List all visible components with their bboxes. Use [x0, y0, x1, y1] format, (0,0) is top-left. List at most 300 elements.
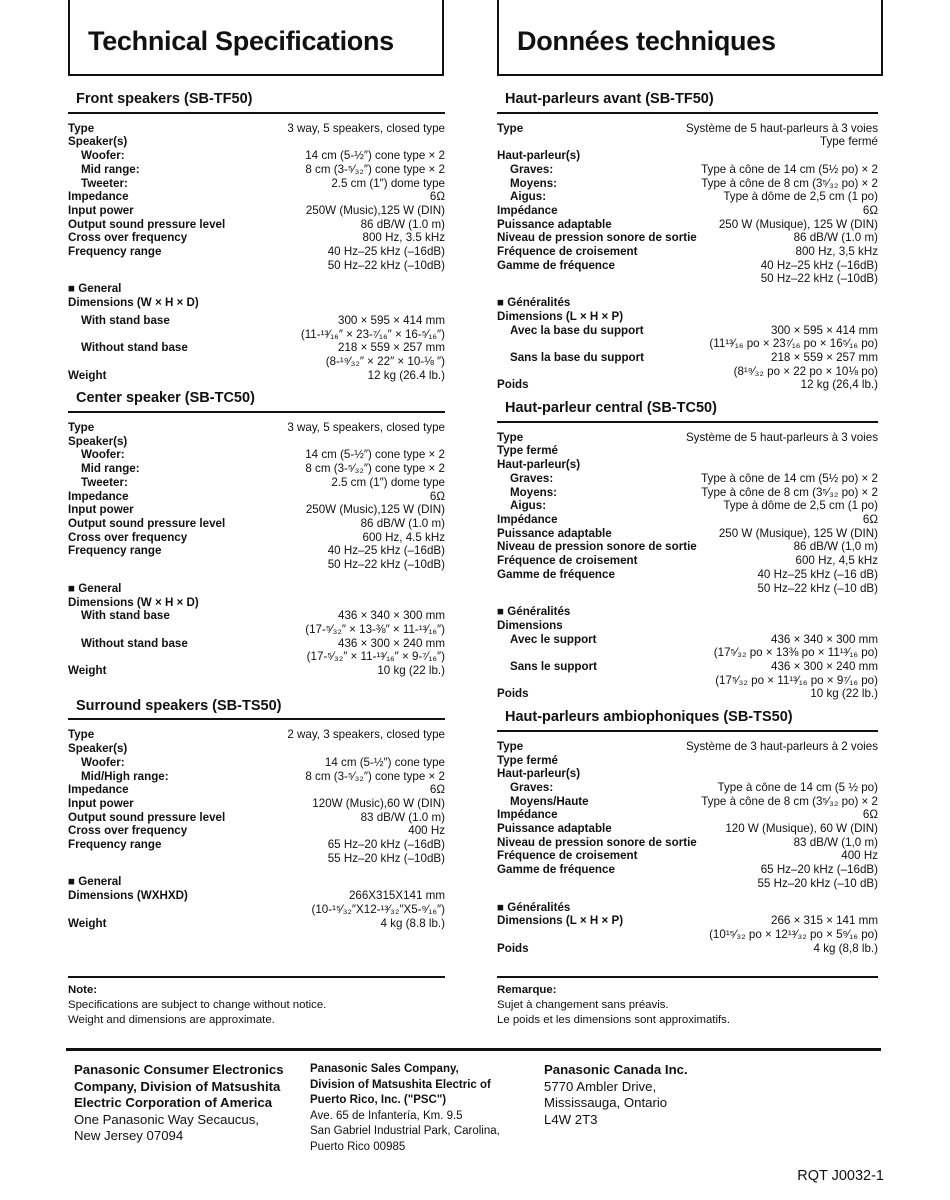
spec-row: [497, 849, 878, 863]
spec-value: (11-¹³⁄₁₆″ × 23-⁷⁄₁₆″ × 16-⁵⁄₁₆″): [300, 327, 445, 341]
spec-row: [68, 811, 445, 825]
spec-value: 40 Hz–25 kHz (–16dB): [327, 544, 445, 558]
spec-row: [68, 756, 445, 770]
spec-row: [68, 355, 445, 369]
spec-row: [68, 838, 445, 852]
spec-row: [68, 637, 445, 651]
company-name-line: Puerto Rico, Inc. ("PSC"): [310, 1094, 447, 1106]
spec-value: 250W (Music),125 W (DIN): [305, 203, 445, 217]
spec-label: Output sound pressure level: [68, 217, 226, 231]
spec-row: [497, 163, 878, 177]
spec-value: 436 × 300 × 240 mm: [771, 660, 878, 674]
spec-row: [68, 245, 445, 259]
company-name-line: Company, Division of Matsushita: [74, 1078, 281, 1094]
spec-value: 6Ω: [429, 190, 445, 204]
spec-row: [68, 517, 445, 531]
spec-row: [497, 767, 878, 781]
footer-rule: [66, 1048, 881, 1051]
document-code: RQT J0032-1: [797, 1168, 884, 1184]
spec-row: [68, 177, 445, 191]
spec-value: 14 cm (5-½″) cone type × 2: [305, 448, 445, 462]
spec-value: 14 cm (5-½″) cone type: [324, 755, 445, 769]
spec-value: 266 × 315 × 141 mm: [771, 914, 878, 928]
spec-label: Frequency range: [68, 544, 162, 558]
spec-label: Graves:: [510, 162, 554, 176]
address-panasonic-canada: [544, 1062, 744, 1128]
spec-row: [497, 310, 878, 324]
spec-row: [68, 476, 445, 490]
section-title: Haut-parleur central (SB-TC50): [497, 402, 878, 423]
spec-row: [497, 472, 878, 486]
section-title: Surround speakers (SB-TS50): [68, 700, 445, 721]
spec-label: Aigus:: [510, 499, 547, 513]
spec-label: Niveau de pression sonore de sortie: [497, 835, 697, 849]
spec-label: Fréquence de croisement: [497, 554, 638, 568]
spec-value: 250W (Music),125 W (DIN): [305, 503, 445, 517]
spec-row: [497, 444, 878, 458]
address-line: Puerto Rico 00985: [310, 1140, 406, 1153]
spec-group-header: [497, 605, 878, 619]
front-speaker-section: [497, 93, 878, 392]
spec-value: 86 dB/W (1.0 m): [360, 516, 445, 530]
spec-value: 436 × 340 × 300 mm: [771, 632, 878, 646]
spec-label: Cross over frequency: [68, 824, 188, 838]
center-speaker-section: [497, 402, 878, 701]
spec-label: Input power: [68, 203, 134, 217]
spec-value: 266X315X141 mm: [348, 889, 445, 903]
spec-label: Poids: [497, 687, 529, 701]
spec-label: Haut-parleur(s): [497, 149, 581, 163]
spec-row: [68, 204, 445, 218]
spec-label: Moyens/Haute: [510, 794, 589, 808]
spec-group-header: [68, 875, 445, 889]
spec-label: Speaker(s): [68, 434, 128, 448]
spec-label: Dimensions: [497, 618, 563, 632]
spec-row: [68, 296, 445, 310]
spec-label: Dimensions (WXHXD): [68, 889, 188, 903]
spec-row: [68, 190, 445, 204]
spec-value: (17⁵⁄₃₂ po × 13⅜ po × 11¹³⁄₁₆ po): [713, 646, 878, 660]
spec-label: Weight: [68, 368, 107, 382]
spec-label: Dimensions (W × H × D): [68, 296, 199, 310]
spec-value: 6Ω: [429, 783, 445, 797]
spec-row: [497, 942, 878, 956]
spec-value: 436 × 300 × 240 mm: [338, 636, 445, 650]
spec-label: Fréquence de croisement: [497, 849, 638, 863]
spec-row: [497, 836, 878, 850]
spec-value: 40 Hz–25 kHz (–16dB): [327, 245, 445, 259]
address-panasonic-america: [74, 1062, 309, 1145]
section-title: Haut-parleurs avant (SB-TF50): [497, 93, 878, 114]
section-title: Haut-parleurs ambiophoniques (SB-TS50): [497, 711, 878, 732]
french-page-title: Données techniques: [517, 26, 776, 56]
spec-row: [68, 650, 445, 664]
spec-value: 2 way, 3 speakers, closed type: [287, 728, 445, 742]
spec-value: 400 Hz: [841, 849, 878, 863]
spec-label: Tweeter:: [81, 475, 128, 489]
spec-row: [497, 822, 878, 836]
spec-row: [497, 660, 878, 674]
spec-row: [68, 341, 445, 355]
spec-label: Niveau de pression sonore de sortie: [497, 231, 697, 245]
spec-value: 436 × 340 × 300 mm: [338, 609, 445, 623]
spec-value: 40 Hz–25 kHz (–16dB): [760, 258, 878, 272]
address-line: San Gabriel Industrial Park, Carolina,: [310, 1125, 500, 1137]
spec-label: ■ General: [68, 282, 122, 296]
spec-label: Impédance: [497, 808, 558, 822]
address-line: L4W 2T3: [544, 1111, 598, 1127]
spec-value: 800 Hz, 3,5 kHz: [795, 245, 878, 259]
english-column: [68, 93, 445, 1028]
spec-value: 250 W (Musique), 125 W (DIN): [718, 217, 878, 231]
address-line: Mississauga, Ontario: [544, 1095, 668, 1110]
spec-row: [68, 218, 445, 232]
spec-value: 86 dB/W (1.0 m): [793, 231, 878, 245]
spec-label: With stand base: [81, 609, 170, 623]
spec-label: Type: [68, 728, 95, 742]
spec-row: [497, 122, 878, 136]
spec-label: Type: [68, 121, 95, 135]
spec-label: Haut-parleur(s): [497, 767, 581, 781]
note-title: Note:: [68, 984, 98, 997]
spec-row: [497, 177, 878, 191]
spec-row: [497, 914, 878, 928]
spec-label: Impedance: [68, 489, 129, 503]
spec-label: ■ General: [68, 581, 122, 595]
spec-value: 2.5 cm (1″) dome type: [331, 475, 445, 489]
spec-label: Input power: [68, 503, 134, 517]
spec-value: 4 kg (8.8 lb.): [380, 916, 445, 930]
spec-value: Type à cône de 14 cm (5 ½ po): [717, 780, 878, 794]
spec-label: Avec le support: [510, 632, 597, 646]
spec-value: Type à cône de 8 cm (3⁵⁄₃₂ po) × 2: [701, 794, 878, 808]
spec-value: 4 kg (8,8 lb.): [813, 941, 878, 955]
spec-label: ■ Généralités: [497, 296, 571, 310]
spec-label: Type: [497, 739, 524, 753]
spec-row: [497, 135, 878, 149]
spec-value: Type à cône de 14 cm (5½ po) × 2: [701, 471, 878, 485]
spec-value: 6Ω: [429, 489, 445, 503]
spec-row: [68, 421, 445, 435]
spec-value: Système de 3 haut-parleurs à 2 voies: [685, 739, 878, 753]
spec-row: [68, 149, 445, 163]
spec-value: 300 × 595 × 414 mm: [338, 313, 445, 327]
spec-row: [497, 204, 878, 218]
spec-label: Sans la base du support: [510, 350, 645, 364]
spec-label: Type fermé: [497, 444, 558, 458]
english-page-title: Technical Specifications: [88, 26, 394, 56]
french-column: [497, 93, 878, 1028]
spec-row: [68, 728, 445, 742]
spec-value: 8 cm (3-⁵⁄₃₂″) cone type × 2: [305, 162, 445, 176]
spec-label: ■ Généralités: [497, 605, 571, 619]
spec-label: Cross over frequency: [68, 530, 188, 544]
section-title: Center speaker (SB-TC50): [68, 392, 445, 413]
spec-value: 600 Hz, 4,5 kHz: [795, 554, 878, 568]
spec-value: 12 kg (26,4 lb.): [800, 378, 878, 392]
spec-label: Cross over frequency: [68, 231, 188, 245]
note-block: [68, 976, 445, 1028]
spec-label: Impedance: [68, 783, 129, 797]
spec-label: Moyens:: [510, 176, 558, 190]
spec-label: Woofer:: [81, 149, 125, 163]
spec-row: [68, 783, 445, 797]
address-line: Ave. 65 de Infantería, Km. 9.5: [310, 1109, 463, 1122]
spec-label: Impédance: [497, 203, 558, 217]
note-line: Sujet à changement sans préavis.: [497, 999, 669, 1012]
spec-label: Fréquence de croisement: [497, 245, 638, 259]
spec-label: Speaker(s): [68, 742, 128, 756]
spec-value: Type fermé: [820, 135, 878, 149]
spec-label: Input power: [68, 796, 134, 810]
spec-value: (17⁵⁄₃₂ po × 11¹³⁄₁₆ po × 9⁷⁄₁₆ po): [715, 673, 878, 687]
spec-row: [68, 503, 445, 517]
spec-row: [68, 135, 445, 149]
spec-row: [497, 245, 878, 259]
spec-value: (11¹³⁄₁₆ po × 23⁷⁄₁₆ po × 16⁵⁄₁₆ po): [709, 337, 878, 351]
spec-value: 2.5 cm (1″) dome type: [331, 176, 445, 190]
spec-row: [497, 928, 878, 942]
spec-value: 12 kg (26.4 lb.): [367, 368, 445, 382]
spec-value: 83 dB/W (1,0 m): [793, 835, 878, 849]
spec-row: [68, 544, 445, 558]
spec-row: [497, 540, 878, 554]
spec-row: [497, 259, 878, 273]
spec-row: [68, 462, 445, 476]
spec-label: Without stand base: [81, 636, 188, 650]
spec-row: [497, 877, 878, 891]
spec-label: Type: [497, 430, 524, 444]
spec-row: [68, 435, 445, 449]
spec-value: 14 cm (5-½″) cone type × 2: [305, 149, 445, 163]
spec-value: 6Ω: [862, 808, 878, 822]
company-name-line: Panasonic Canada Inc.: [544, 1062, 688, 1077]
surround-speaker-section: [68, 697, 445, 931]
spec-row: [68, 824, 445, 838]
spec-row: [497, 619, 878, 633]
spec-row: [68, 163, 445, 177]
spec-value: 83 dB/W (1.0 m): [360, 810, 445, 824]
spec-value: (10-¹⁵⁄₃₂″X12-¹³⁄₃₂″X5-⁹⁄₁₆″): [311, 902, 445, 916]
company-name-line: Panasonic Sales Company,: [310, 1063, 459, 1075]
spec-value: 300 × 595 × 414 mm: [771, 323, 878, 337]
spec-value: Type à dôme de 2,5 cm (1 po): [723, 190, 878, 204]
spec-group-header: [68, 582, 445, 596]
address-line: One Panasonic Way Secaucus,: [74, 1111, 259, 1127]
spec-row: [497, 674, 878, 688]
spec-label: ■ Généralités: [497, 900, 571, 914]
spec-row: [497, 324, 878, 338]
english-title-banner: [68, 0, 444, 76]
note-line: Specifications are subject to change without notice.: [68, 999, 327, 1012]
spec-label: Dimensions (L × H × P): [497, 309, 624, 323]
spec-value: 250 W (Musique), 125 W (DIN): [718, 526, 878, 540]
spec-row: [497, 378, 878, 392]
spec-label: Woofer:: [81, 448, 125, 462]
spec-label: Mid range:: [81, 462, 140, 476]
spec-row: [497, 190, 878, 204]
spec-label: Dimensions (L × H × P): [497, 914, 624, 928]
spec-row: [68, 609, 445, 623]
spec-value: 218 × 559 × 257 mm: [338, 341, 445, 355]
spec-value: 800 Hz, 3.5 kHz: [362, 231, 445, 245]
spec-label: Poids: [497, 378, 529, 392]
spec-row: [68, 903, 445, 917]
spec-row: [497, 149, 878, 163]
spec-value: 3 way, 5 speakers, closed type: [287, 121, 445, 135]
spec-row: [68, 490, 445, 504]
spec-label: Without stand base: [81, 341, 188, 355]
spec-row: [497, 365, 878, 379]
spec-label: Avec la base du support: [510, 323, 644, 337]
spec-label: Woofer:: [81, 755, 125, 769]
spec-value: 50 Hz–22 kHz (–10dB): [327, 558, 445, 572]
spec-label: Speaker(s): [68, 135, 128, 149]
spec-row: [497, 554, 878, 568]
spec-value: 8 cm (3-⁵⁄₃₂″) cone type × 2: [305, 769, 445, 783]
spec-row: [497, 754, 878, 768]
spec-row: [68, 231, 445, 245]
spec-value: 6Ω: [862, 203, 878, 217]
spec-group-header: [497, 901, 878, 915]
spec-row: [497, 863, 878, 877]
spec-label: ■ General: [68, 875, 122, 889]
company-name-line: Division of Matsushita Electric of: [310, 1078, 491, 1091]
spec-value: 40 Hz–25 kHz (–16 dB): [757, 567, 878, 581]
spec-row: [68, 314, 445, 328]
spec-row: [68, 596, 445, 610]
front-speaker-section: [68, 93, 445, 382]
spec-value: Type à dôme de 2,5 cm (1 po): [723, 499, 878, 513]
spec-value: 50 Hz–22 kHz (–10dB): [760, 272, 878, 286]
spec-value: 600 Hz, 4.5 kHz: [362, 530, 445, 544]
spec-label: Type: [68, 421, 95, 435]
spec-label: With stand base: [81, 313, 170, 327]
spec-row: [68, 770, 445, 784]
spec-row: [497, 808, 878, 822]
company-name-line: Panasonic Consumer Electronics: [74, 1062, 284, 1077]
spec-value: 400 Hz: [408, 824, 445, 838]
company-name-line: Electric Corporation of America: [74, 1095, 273, 1110]
spec-value: (17-⁵⁄₃₂″ × 13-⅜″ × 11-¹³⁄₁₆″): [305, 622, 445, 636]
spec-label: Type: [497, 121, 524, 135]
spec-label: Sans le support: [510, 660, 597, 674]
spec-row: [68, 889, 445, 903]
spec-value: 86 dB/W (1,0 m): [793, 540, 878, 554]
address-panasonic-puerto-rico: [310, 1062, 538, 1155]
spec-value: 50 Hz–22 kHz (–10dB): [327, 258, 445, 272]
spec-value: (10¹⁵⁄₃₂ po × 12¹³⁄₃₂ po × 5⁹⁄₁₆ po): [709, 927, 878, 941]
spec-value: (17-⁵⁄₃₂″ × 11-¹³⁄₁₆″ × 9-⁷⁄₁₆″): [306, 650, 445, 664]
spec-group-header: [68, 282, 445, 296]
spec-value: 65 Hz–20 kHz (–16dB): [760, 863, 878, 877]
spec-row: [497, 527, 878, 541]
spec-label: Dimensions (W × H × D): [68, 595, 199, 609]
section-title: Front speakers (SB-TF50): [68, 93, 445, 114]
spec-value: (8-¹⁹⁄₃₂″ × 22″ × 10-⅛ ″): [325, 354, 445, 368]
spec-label: Graves:: [510, 780, 554, 794]
address-line: New Jersey 07094: [74, 1128, 184, 1143]
spec-row: [497, 431, 878, 445]
spec-row: [497, 351, 878, 365]
spec-label: Gamme de fréquence: [497, 567, 615, 581]
spec-row: [497, 568, 878, 582]
spec-value: 55 Hz–20 kHz (–10 dB): [757, 876, 878, 890]
spec-value: 86 dB/W (1.0 m): [360, 217, 445, 231]
spec-label: Aigus:: [510, 190, 547, 204]
spec-label: Puissance adaptable: [497, 526, 612, 540]
spec-label: Mid/High range:: [81, 769, 169, 783]
spec-label: Puissance adaptable: [497, 217, 612, 231]
address-line: 5770 Ambler Drive,: [544, 1078, 657, 1094]
spec-row: [68, 531, 445, 545]
surround-speaker-section: [497, 711, 878, 955]
spec-label: Weight: [68, 916, 107, 930]
spec-row: [68, 122, 445, 136]
spec-row: [68, 797, 445, 811]
spec-row: [497, 687, 878, 701]
spec-value: 50 Hz–22 kHz (–10 dB): [757, 581, 878, 595]
spec-row: [497, 499, 878, 513]
spec-row: [497, 337, 878, 351]
spec-label: Frequency range: [68, 838, 162, 852]
spec-row: [497, 218, 878, 232]
spec-row: [497, 633, 878, 647]
spec-label: Output sound pressure level: [68, 516, 226, 530]
spec-row: [68, 852, 445, 866]
spec-value: 10 kg (22 lb.): [810, 687, 878, 701]
spec-label: Frequency range: [68, 245, 162, 259]
spec-value: 120 W (Musique), 60 W (DIN): [725, 822, 878, 836]
spec-label: Graves:: [510, 471, 554, 485]
spec-row: [497, 795, 878, 809]
spec-row: [68, 558, 445, 572]
spec-value: Type à cône de 8 cm (3⁵⁄₃₂ po) × 2: [701, 485, 878, 499]
spec-row: [497, 272, 878, 286]
spec-label: Haut-parleur(s): [497, 458, 581, 472]
note-block: [497, 976, 878, 1028]
spec-label: Niveau de pression sonore de sortie: [497, 540, 697, 554]
spec-value: Système de 5 haut-parleurs à 3 voies: [685, 430, 878, 444]
spec-group-header: [497, 296, 878, 310]
note-line: Le poids et les dimensions sont approximatifs.: [497, 1014, 730, 1027]
spec-value: 10 kg (22 lb.): [377, 664, 445, 678]
spec-label: Weight: [68, 664, 107, 678]
spec-row: [497, 781, 878, 795]
spec-label: Poids: [497, 941, 529, 955]
spec-row: [497, 740, 878, 754]
spec-value: 120W (Music),60 W (DIN): [312, 796, 445, 810]
spec-value: 218 × 559 × 257 mm: [771, 350, 878, 364]
spec-label: Moyens:: [510, 485, 558, 499]
spec-value: (8¹⁹⁄₃₂ po × 22 po × 10⅛ po): [733, 364, 878, 378]
note-line: Weight and dimensions are approximate.: [68, 1014, 275, 1027]
spec-row: [68, 917, 445, 931]
spec-label: Mid range:: [81, 162, 140, 176]
spec-label: Output sound pressure level: [68, 810, 226, 824]
spec-label: Gamme de fréquence: [497, 258, 615, 272]
spec-value: 55 Hz–20 kHz (–10dB): [327, 851, 445, 865]
spec-row: [497, 231, 878, 245]
spec-label: Tweeter:: [81, 176, 128, 190]
spec-value: 3 way, 5 speakers, closed type: [287, 421, 445, 435]
spec-row: [68, 742, 445, 756]
spec-value: 8 cm (3-⁵⁄₃₂″) cone type × 2: [305, 462, 445, 476]
spec-row: [68, 259, 445, 273]
spec-row: [497, 582, 878, 596]
spec-label: Gamme de fréquence: [497, 863, 615, 877]
french-title-banner: [497, 0, 883, 76]
